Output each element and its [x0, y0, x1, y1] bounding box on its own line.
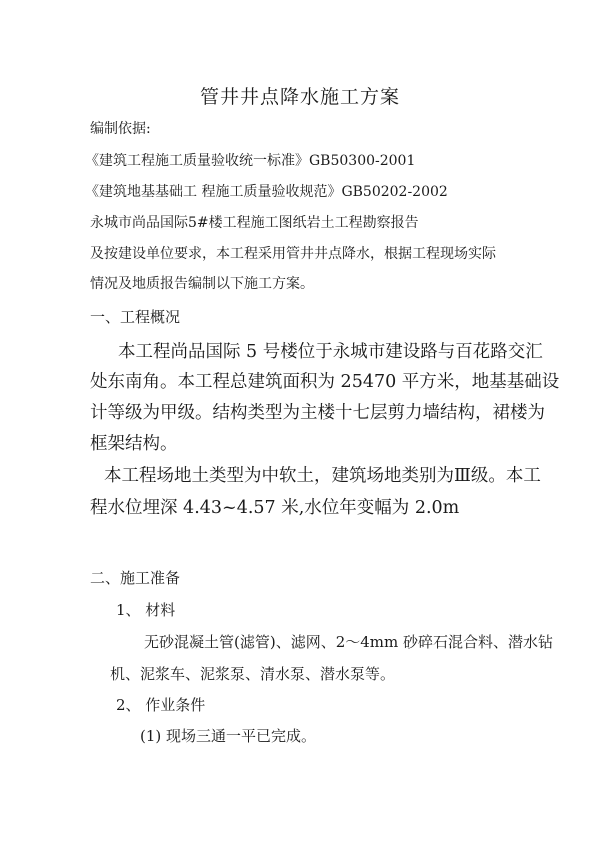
- conditions-heading: 2、 作业条件: [116, 696, 206, 714]
- section2-heading: 二、施工准备: [90, 569, 181, 587]
- conditions-line-1: (1) 现场三通一平已完成。: [140, 727, 317, 745]
- basis-item-5: 情况及地质报告编制以下施工方案。: [90, 276, 314, 292]
- materials-heading: 1、 材料: [116, 601, 176, 619]
- site-line-1: 本工程场地土类型为中软土，建筑场地类别为Ⅲ级。本工: [104, 466, 541, 486]
- basis-item-2: 《建筑地基基础工 程施工质量验收规范》GB50202-2002: [85, 184, 448, 200]
- overview-line-2: 处东南角。本工程总建筑面积为 25470 平方米，地基基础设: [90, 372, 560, 392]
- basis-item-3: 永城市尚品国际5#楼工程施工图纸岩土工程勘察报告: [90, 215, 419, 231]
- section1-heading: 一、工程概况: [90, 308, 181, 326]
- document-title: 管井井点降水施工方案: [199, 86, 400, 108]
- materials-line-2: 机、泥浆车、泥浆泵、清水泵、潜水泵等。: [110, 665, 396, 683]
- materials-line-1: 无砂混凝土管(滤管)、滤网、2～4mm 砂碎石混合料、潜水钻: [144, 633, 554, 651]
- overview-line-4: 框架结构。: [90, 434, 178, 454]
- overview-line-3: 计等级为甲级。结构类型为主楼十七层剪力墙结构，裙楼为: [90, 403, 545, 423]
- basis-item-4: 及按建设单位要求，本工程采用管井井点降水，根据工程现场实际: [90, 246, 496, 262]
- basis-heading: 编制依据:: [90, 121, 151, 137]
- overview-line-1: 本工程尚品国际 5 号楼位于永城市建设路与百花路交汇: [118, 342, 543, 362]
- site-line-2: 程水位埋深 4.43~4.57 米,水位年变幅为 2.0m: [90, 498, 460, 518]
- basis-item-1: 《建筑工程施工质量验收统一标准》GB50300-2001: [85, 153, 416, 169]
